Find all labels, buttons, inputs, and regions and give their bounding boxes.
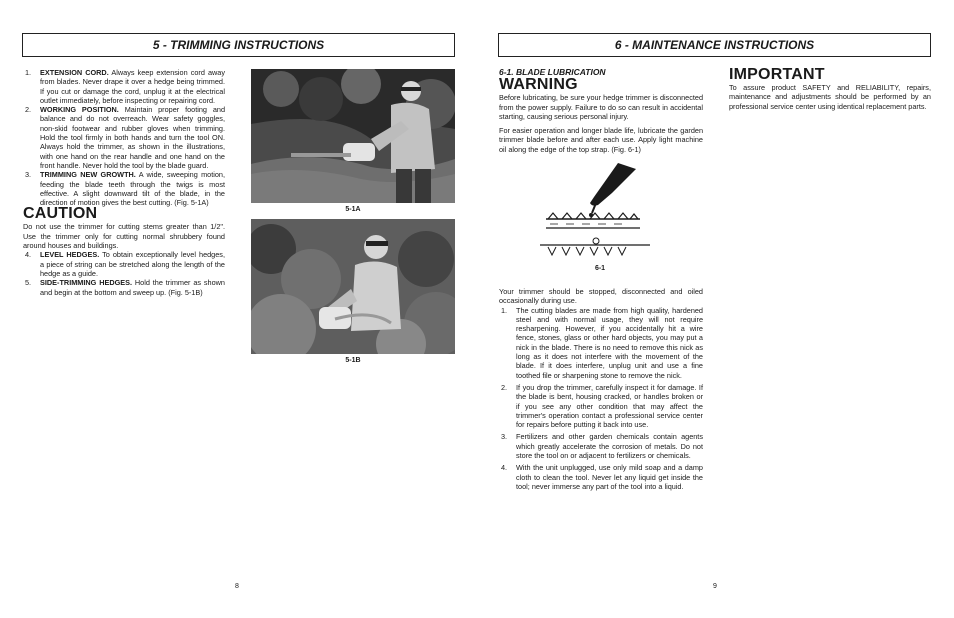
left-section-header — [22, 33, 455, 57]
right-page-number: 9 — [713, 583, 717, 590]
figure-6-1 — [540, 163, 650, 263]
photo-5-1b — [251, 219, 455, 354]
item-text: With the unit unplugged, use only mild soap and a damp cloth to clean the tool. Never let any liquid get inside the tool; never immerse any part of the tool into a liquid. — [516, 463, 703, 491]
item-text: Always keep extension cord away from blades. Never drape it over a hedge being trimmed. If you cut or damage the cord, unplug it at the electrical outlet immediately, before inspecting or repairing cord. — [40, 68, 225, 105]
fig-6-1-caption: 6-1 — [594, 265, 606, 272]
item-title: EXTENSION CORD. — [40, 68, 109, 77]
item-title: SIDE-TRIMMING HEDGES. — [40, 278, 133, 288]
warning-text: Before lubricating, be sure your hedge trimmer is disconnected from the power supply. Failure to do so can result in accidental starting, causing serious personal injury. — [499, 93, 703, 121]
trimming-list-1 — [23, 68, 225, 207]
left-text-column — [23, 68, 225, 297]
list-item: 1. The cutting blades are made from high quality, hardened steel and with normal usage, they will not require resharpening. However, if you accidentally hit a wire fence, stones, glass or other hard objects, you may put a nick in the blade. There is no need to remove this nick as long as it does not interfere with the movement of the blade. If it does interfere, unplug unit and use a fine toothed file or sharpening stone to remove the nick. — [501, 305, 703, 380]
item-title: LEVEL HEDGES. — [40, 250, 100, 260]
list-item: 1. EXTENSION CORD. Always keep extension cord away from blades. Never drape it over a hedge being trimmed. If you cut or damage the cord, unplug it at the electrical outlet immediately, before inspecting or repairing cord. — [25, 68, 225, 105]
left-page-number: 8 — [235, 583, 239, 590]
list-item: 3. Fertilizers and other garden chemicals contain agents which greatly accelerate the corrosion of metals. Do not store the tool on or adjacent to fertilizers or chemicals. — [501, 432, 703, 461]
important-text: To assure product SAFETY and RELIABILITY, repairs, maintenance and adjustments should be performed by an professional service center using identical replacement parts. — [729, 83, 931, 111]
caution-text: Do not use the trimmer for cutting stems greater than 1/2". Use the trimmer only for cutting normal shrubbery found around houses and buildings. — [23, 222, 225, 251]
right-text-column-bottom — [499, 287, 703, 491]
caution-heading: CAUTION — [23, 205, 98, 223]
list-item: 2. WORKING POSITION. Maintain proper footing and balance and do not overreach. Wear safety goggles, non-skid footwear and rubber gloves when trimming. Hold the tool firmly in both hands and turn the tool ON. Always hold the trimmer, as shown in the illustrations, with one hand on the rear handle and one hand on the front handle. Never hold the tool by the blade guard. — [25, 105, 226, 170]
right-text-column-top — [499, 68, 703, 154]
list-item: 4. With the unit unplugged, use only mild soap and a damp cloth to clean the tool. Never let any liquid get inside the tool; never immerse any part of the tool into a liquid. — [501, 463, 703, 491]
item-text: Hold the trimmer as shown and begin at the bottom and sweep up. (Fig. 5-1B) — [40, 278, 225, 297]
blade-lubrication-subheading: 6-1. BLADE LUBRICATION — [499, 67, 606, 77]
trimming-list-2 — [23, 250, 225, 296]
item-text: A wide, sweeping motion, feeding the blade teeth through the twigs is most effective. A slight downward tilt of the blade, in the direction of motion gives the best cutting. (Fig. 5-1A) — [40, 170, 226, 208]
item-text: Maintain proper footing and balance and do not overreach. Wear safety goggles, non-skid footwear and rubber gloves when trimming. Hold the tool firmly in both hands and turn the tool ON. Always hold the trimmer, as shown in the illustrations, with one hand on the rear handle and one hand on the front handle. Never hold the tool by the blade guard. — [40, 105, 226, 170]
item-title: WORKING POSITION. — [40, 105, 119, 115]
right-section-header — [498, 33, 931, 57]
item-text: To obtain exceptionally level hedges, a piece of string can be stretched along the length of the hedge as a guide. — [40, 250, 225, 278]
important-block — [729, 67, 931, 111]
oil-can-icon — [590, 163, 636, 206]
warning-heading: WARNING — [499, 76, 578, 94]
important-heading: IMPORTANT — [729, 66, 825, 83]
maintenance-list — [499, 306, 703, 492]
item-title: TRIMMING NEW GROWTH. — [40, 170, 136, 180]
photo-5-1a — [251, 69, 455, 203]
maintenance-intro-text: Your trimmer should be stopped, disconnected and oiled occasionally during use. — [499, 287, 703, 306]
list-item: 4. LEVEL HEDGES. To obtain exceptionally level hedges, a piece of string can be stretched along the length of the hedge as a guide. — [25, 250, 225, 278]
item-text: Fertilizers and other garden chemicals contain agents which greatly accelerate the corrosion of metals. Do not store the tool on or adjacent to fertilizers or chemicals. — [516, 432, 703, 461]
fig-5-1b-caption: 5-1B — [345, 357, 361, 364]
list-item: 5. SIDE-TRIMMING HEDGES. Hold the trimmer as shown and begin at the bottom and sweep up. (Fig. 5-1B) — [25, 278, 225, 297]
list-item: 3. TRIMMING NEW GROWTH. A wide, sweeping motion, feeding the blade teeth through the twigs is most effective. A slight downward tilt of the blade, in the direction of motion gives the best cutting. (Fig. 5-1A) — [25, 170, 226, 208]
item-text: The cutting blades are made from high quality, hardened steel and with normal usage, they will not require resharpening. However, if you accidentally hit a wire fence, stones, glass or other hard objects, you may put a nick in the blade. There is no need to remove this nick as long as it does not interfere with the movement of the blade. If it does interfere, unplug unit and use a fine toothed file or sharpening stone to remove the nick. — [516, 305, 703, 380]
list-item: 2. If you drop the trimmer, carefully inspect it for damage. If the blade is bent, housing cracked, or handles broken or if you see any other condition that may affect the trimmer's operation contact a professional service center for repairs before putting it back into use. — [501, 382, 703, 430]
fig-5-1a-caption: 5-1A — [345, 206, 361, 213]
right-section-title: 6 - MAINTENANCE INSTRUCTIONS — [614, 38, 815, 52]
left-section-title: 5 - TRIMMING INSTRUCTIONS — [152, 38, 325, 52]
item-text: If you drop the trimmer, carefully inspect it for damage. If the blade is bent, housing cracked, or handles broken or if you see any other condition that may affect the trimmer's operation contact a professional service center for repairs before putting it back into use. — [516, 382, 703, 430]
lubrication-text: For easier operation and longer blade life, lubricate the garden trimmer blade before and after each use. Apply light machine oil along the edge of the top strap. (Fig. 6-1) — [499, 126, 703, 154]
